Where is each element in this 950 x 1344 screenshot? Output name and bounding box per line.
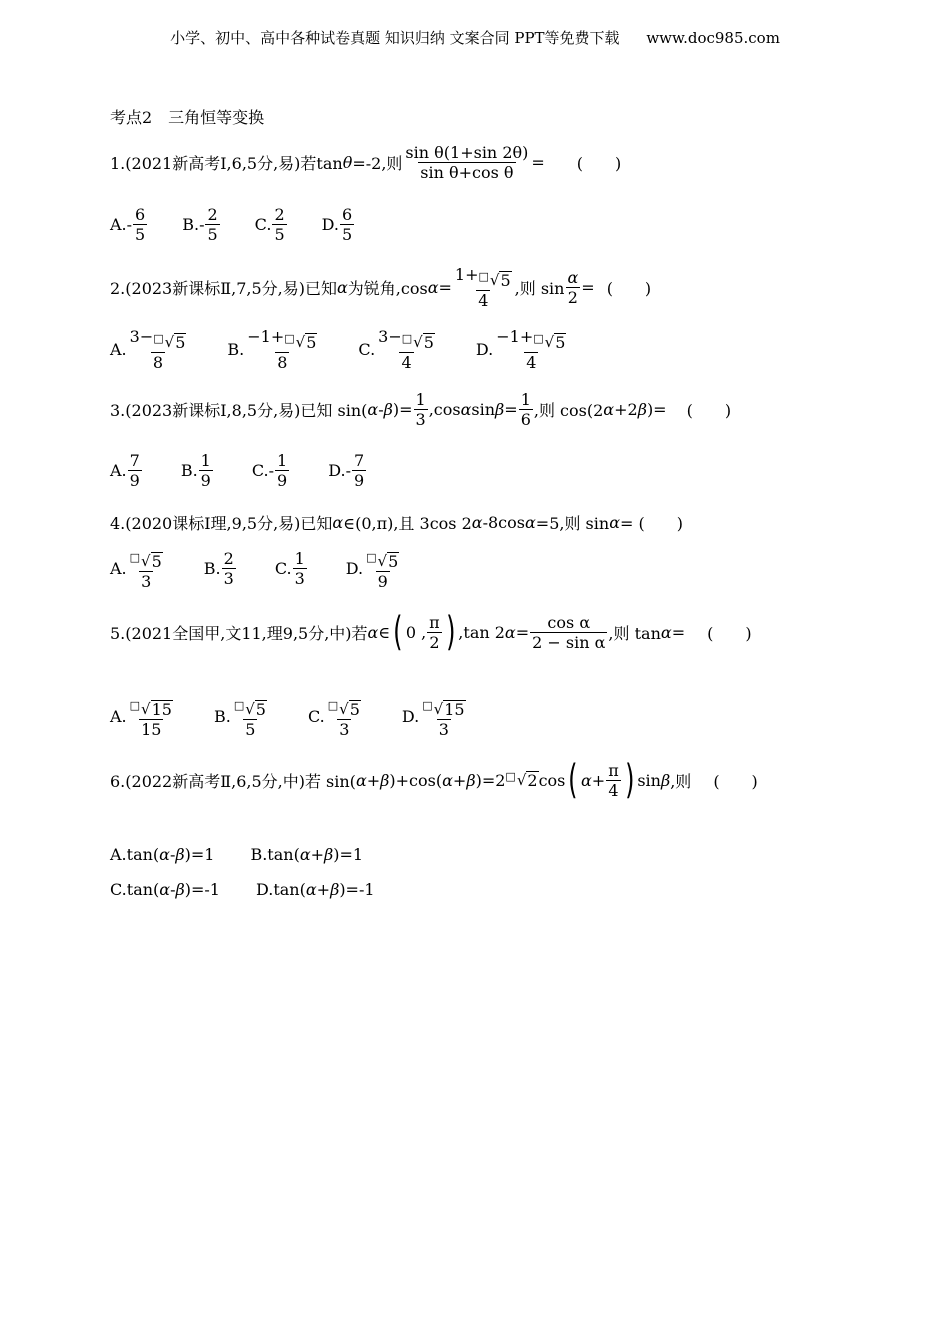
question-4: 4.(2020课标Ⅰ理,9,5分,易)已知 α ∈(0,π),且 3cos 2 α -8cos α =5,则 sin α = ( ) [110,513,683,533]
radical: □ √ 5 [478,270,511,290]
q2-fraction: 1+ □ √ 5 4 [454,265,511,310]
radical: □ √ 2 [505,769,538,790]
option-c[interactable]: C. 3− □ √ 5 4 [358,327,434,372]
option-a[interactable]: A.- $\frac{6}{5}$ [110,205,146,244]
option-d[interactable]: D. −1+ □ √ 5 4 [475,327,566,372]
option-c[interactable]: C. □ √ 5 3 [307,699,360,739]
option-c[interactable]: C. $\frac{2}{5}$ [254,205,285,244]
option-a[interactable]: A. □ √ 15 15 [110,699,172,739]
header-text: 小学、初中、高中各种试卷真题 知识归纳 文案合同 PPT等免费下载 [170,29,620,47]
option-b[interactable]: B. −1+ □ √ 5 8 [227,327,317,372]
section-title: 考点2 三角恒等变换 [110,108,265,127]
option-a[interactable]: A. □ √ 5 3 [110,551,162,591]
option-c[interactable]: C.tan( α - β )=-1 [110,880,220,899]
question-6: 6.(2022新高考Ⅱ,6,5分,中)若 sin( α + β )+cos( α + β )=2 □ √ 2 cos ( α + $\frac{\pi}{4}$ ) sin β ,则 ( ) [110,757,758,803]
option-b[interactable]: B.tan( α + β )=1 [250,845,364,864]
answer-paren[interactable]: ( ) [707,623,752,643]
option-c[interactable]: C. $\frac{1}{3}$ [274,549,305,588]
answer-paren[interactable]: ( ) [713,771,758,791]
option-a[interactable]: A. 3− □ √ 5 8 [110,327,186,372]
option-d[interactable]: D.- $\frac{7}{9}$ [328,451,365,490]
header-url[interactable]: www.doc985.com [646,29,780,47]
option-b[interactable]: B.- $\frac{2}{5}$ [182,205,218,244]
q2-options [110,327,569,372]
option-b[interactable]: B. □ √ 5 5 [213,699,266,739]
question-2: 2.(2023新课标Ⅱ,7,5分,易)已知 α 为锐角,cos α = 1+ □ √ 5 4 ,则 sin $\frac{\alpha}{2}$ = ( ) [110,265,652,310]
option-d[interactable]: D. □ √ 5 9 [345,551,399,591]
answer-paren[interactable]: ( ) [606,279,652,298]
q6-options-row1 [110,845,363,864]
page-header [0,27,950,48]
question-5: 5.(2021全国甲,文11,理9,5分,中)若 α ∈ ( 0 , $\frac{\pi}{2}$ ) ,tan 2 α = $\frac{\text{cos α}}{\text{2 − sin α}}$ ,则 tan α = ( ) [110,609,752,655]
option-b[interactable]: B. $\frac{2}{3}$ [203,549,234,588]
answer-paren[interactable]: = ( ) [620,514,683,533]
q1-fraction: $\frac{\text{sin θ(1+sin 2θ)}}{\text{sin θ+cos θ}}$ [405,143,529,182]
option-a[interactable]: A. $\frac{7}{9}$ [110,451,140,490]
q6-options-row2 [110,880,375,899]
q5-options [110,694,469,739]
option-b[interactable]: B. $\frac{1}{9}$ [180,451,211,490]
option-d[interactable]: D. $\frac{6}{5}$ [321,205,353,244]
question-1: 1.(2021新高考Ⅰ,6,5分,易)若tan θ =-2,则 $\frac{\text{sin θ(1+sin 2θ)}}{\text{sin θ+cos θ}}$ = ( ) [110,143,622,182]
option-a[interactable]: A.tan( α - β )=1 [110,845,215,864]
q3-options [110,451,367,490]
option-d[interactable]: D.tan( α + β )=-1 [255,880,375,899]
answer-paren[interactable]: ( ) [576,154,622,173]
q1-options [110,205,355,244]
question-3: 3.(2023新课标Ⅰ,8,5分,易)已知 sin( α - β )= $\frac{1}{3}$ ,cos α sin β = $\frac{1}{6}$ ,则 cos(2 α +2 β )= ( ) [110,390,732,429]
option-d[interactable]: D. □ √ 15 3 [401,699,465,739]
q4-options [110,546,402,591]
option-c[interactable]: C.- $\frac{1}{9}$ [251,451,288,490]
answer-paren[interactable]: ( ) [686,401,732,420]
